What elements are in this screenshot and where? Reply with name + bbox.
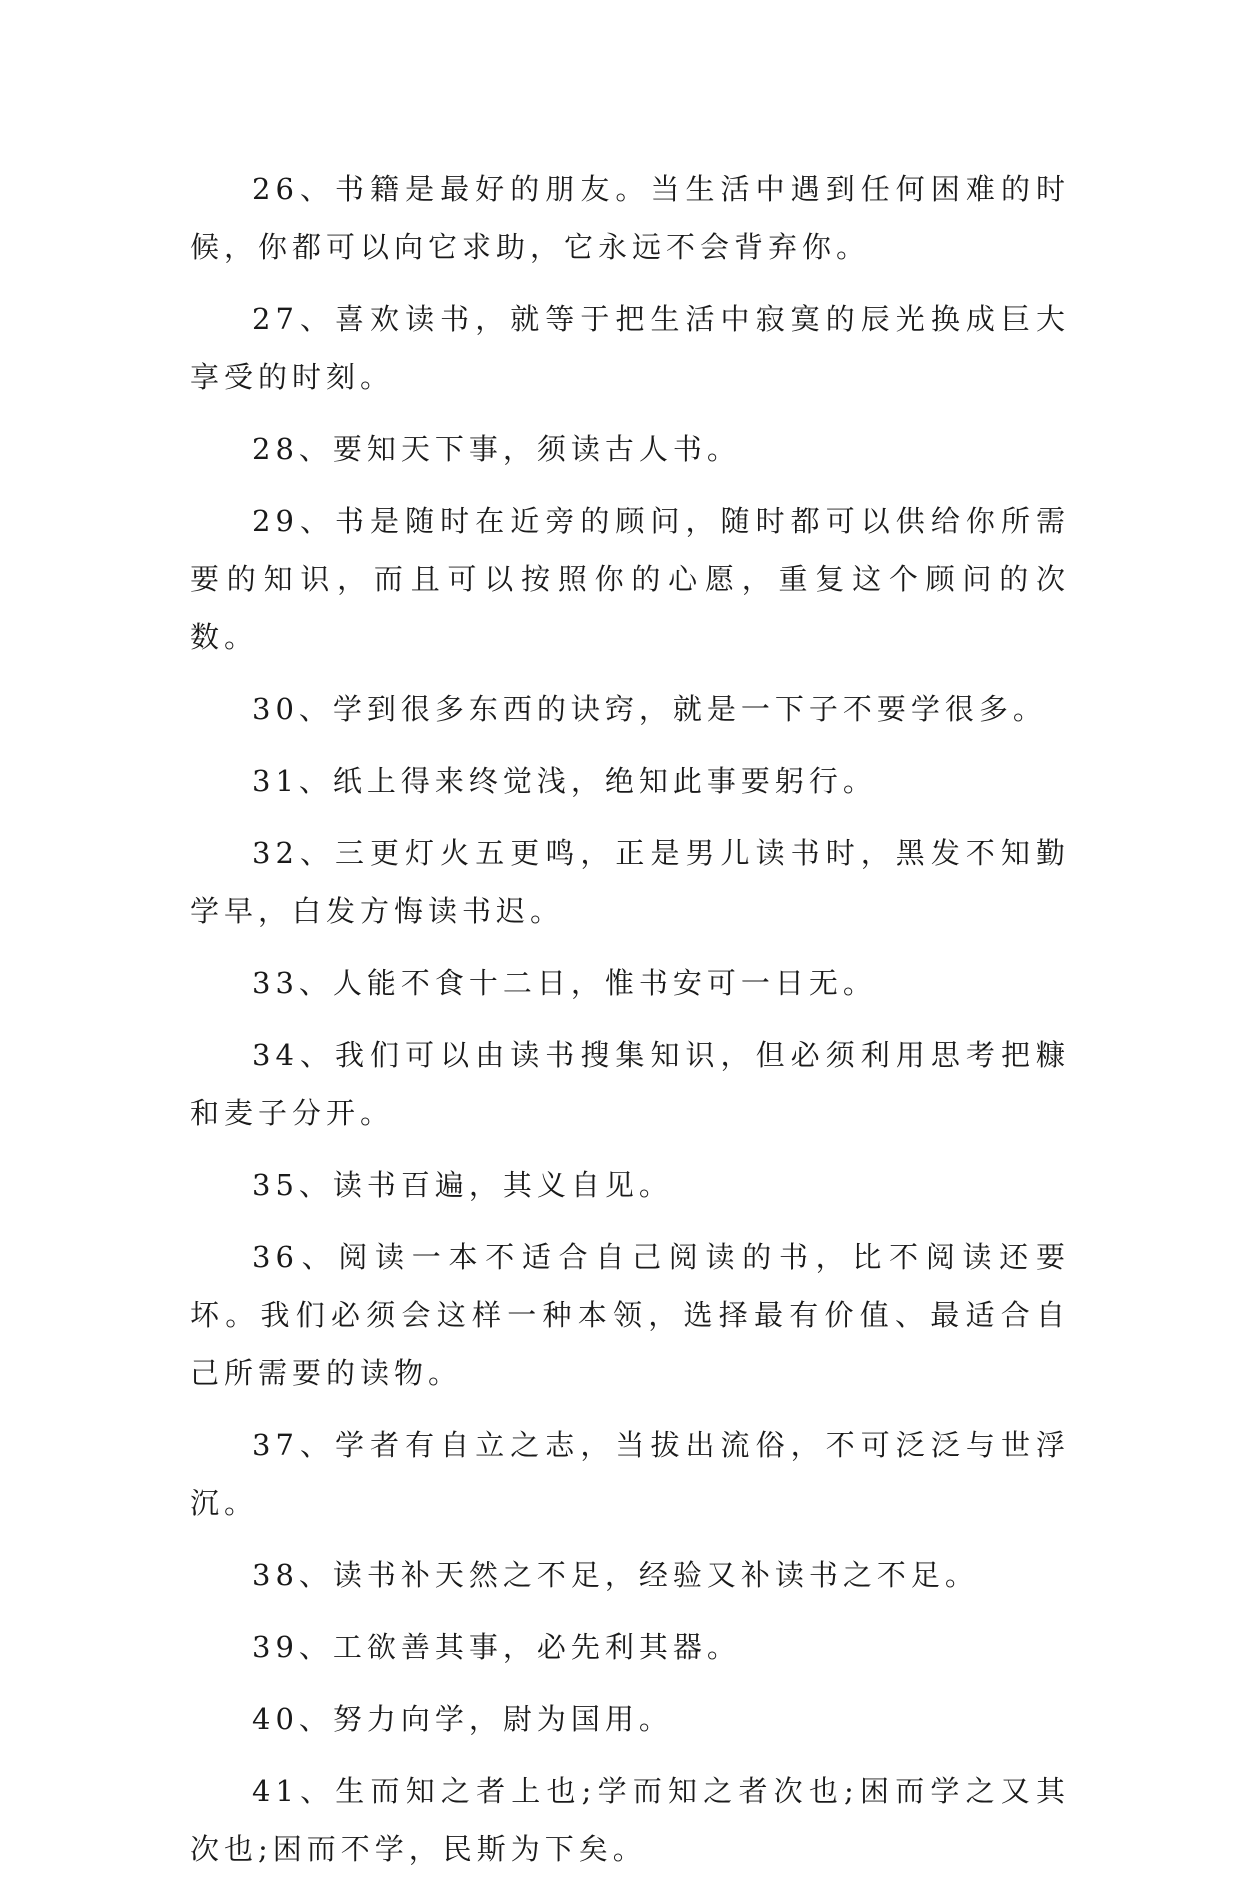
quote-paragraph-28: 28、要知天下事，须读古人书。 xyxy=(252,432,741,466)
quote-paragraph-41: 41、生而知之者上也;学而知之者次也;困而学之又其次也;困而不学，民斯为下矣。 xyxy=(190,1774,1070,1866)
quote-list xyxy=(190,160,1070,1892)
quote-paragraph-35: 35、读书百遍，其义自见。 xyxy=(252,1168,673,1202)
quote-paragraph-27: 27、喜欢读书，就等于把生活中寂寞的辰光换成巨大享受的时刻。 xyxy=(190,302,1070,394)
quote-paragraph-33: 33、人能不食十二日，惟书安可一日无。 xyxy=(252,966,877,1000)
quote-paragraph-29: 29、书是随时在近旁的顾问，随时都可以供给你所需要的知识，而且可以按照你的心愿，重复这个顾问的次数。 xyxy=(190,504,1070,654)
quote-paragraph-34: 34、我们可以由读书搜集知识，但必须利用思考把糠和麦子分开。 xyxy=(190,1038,1070,1130)
quote-paragraph-26: 26、书籍是最好的朋友。当生活中遇到任何困难的时候，你都可以向它求助，它永远不会背弃你。 xyxy=(190,172,1070,264)
quote-paragraph-32: 32、三更灯火五更鸣，正是男儿读书时，黑发不知勤学早，白发方悔读书迟。 xyxy=(190,836,1070,928)
quote-paragraph-36: 36、阅读一本不适合自己阅读的书，比不阅读还要坏。我们必须会这样一种本领，选择最有价值、最适合自己所需要的读物。 xyxy=(190,1240,1070,1390)
quote-paragraph-40: 40、努力向学，尉为国用。 xyxy=(252,1702,673,1736)
quote-paragraph-37: 37、学者有自立之志，当拔出流俗，不可泛泛与世浮沉。 xyxy=(190,1428,1070,1520)
quote-paragraph-38: 38、读书补天然之不足，经验又补读书之不足。 xyxy=(252,1558,979,1592)
quote-paragraph-30: 30、学到很多东西的诀窍，就是一下子不要学很多。 xyxy=(252,692,1047,726)
quote-paragraph-39: 39、工欲善其事，必先利其器。 xyxy=(252,1630,741,1664)
quote-paragraph-31: 31、纸上得来终觉浅，绝知此事要躬行。 xyxy=(252,764,877,798)
